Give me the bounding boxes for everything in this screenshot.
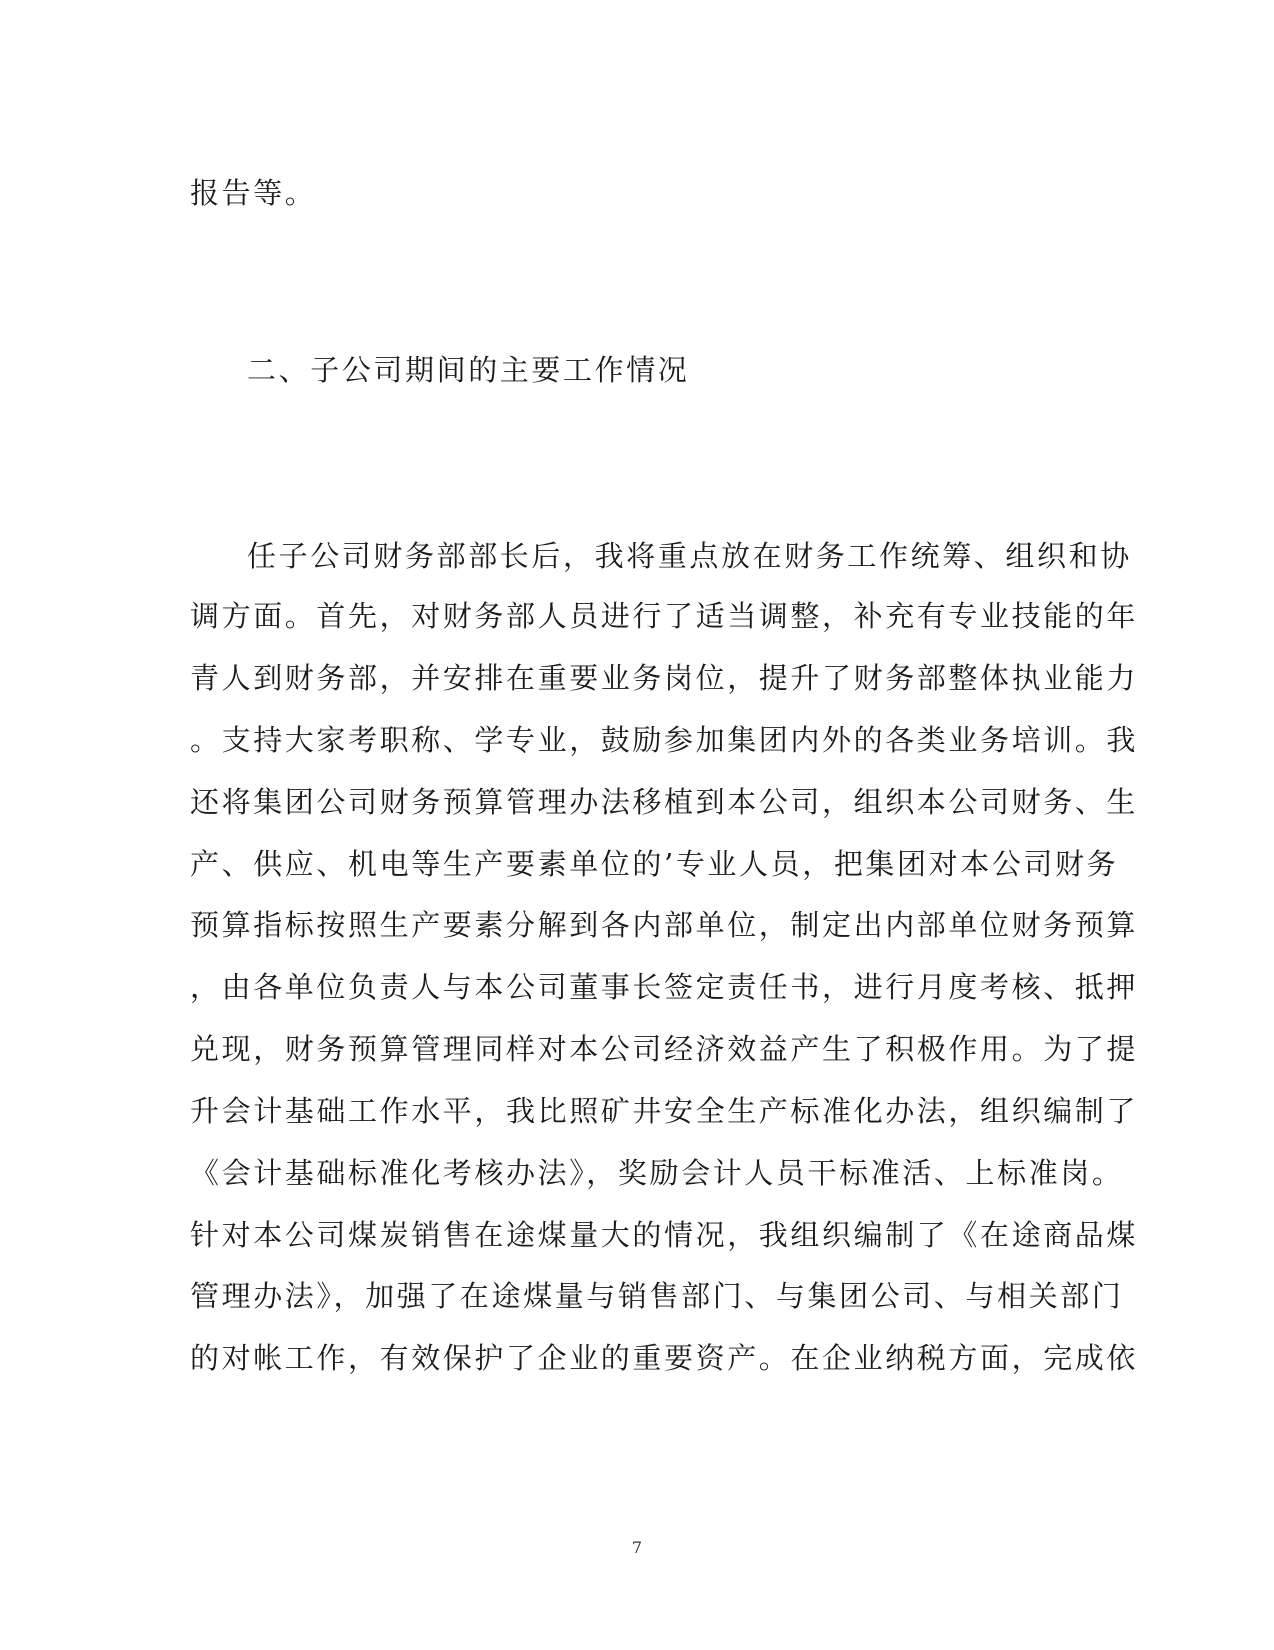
text-line: 管理办法》，加强了在途煤量与销售部门、与集团公司、与相关部门 <box>190 1279 1124 1313</box>
text-line: 《会计基础标准化考核办法》，奖励会计人员干标准活、上标准岗。 <box>190 1156 1124 1190</box>
section-heading: 二、子公司期间的主要工作情况 <box>247 353 690 387</box>
text-line: 调方面。首先，对财务部人员进行了适当调整，补充有专业技能的年 <box>190 599 1139 633</box>
text-line: 预算指标按照生产要素分解到各内部单位，制定出内部单位财务预算 <box>190 908 1139 942</box>
text-line: 产、供应、机电等生产要素单位的’专业人员，把集团对本公司财务 <box>190 847 1119 881</box>
text-line: 青人到财务部，并安排在重要业务岗位，提升了财务部整体执业能力 <box>190 661 1139 695</box>
text-line: 还将集团公司财务预算管理办法移植到本公司，组织本公司财务、生 <box>190 785 1139 819</box>
text-line: 任子公司财务部部长后，我将重点放在财务工作统筹、组织和协 <box>247 539 1132 573</box>
text-line: 的对帐工作，有效保护了企业的重要资产。在企业纳税方面，完成依 <box>190 1341 1139 1375</box>
text-line: 针对本公司煤炭销售在途煤量大的情况，我组织编制了《在途商品煤 <box>190 1218 1139 1252</box>
page-number: 7 <box>631 1538 643 1557</box>
text-line: 兑现，财务预算管理同样对本公司经济效益产生了积极作用。为了提 <box>190 1032 1139 1066</box>
text-line: 。支持大家考职称、学专业，鼓励参加集团内外的各类业务培训。我 <box>190 723 1139 757</box>
text-line: ，由各单位负责人与本公司董事长签定责任书，进行月度考核、抵押 <box>190 970 1139 1004</box>
text-line: 升会计基础工作水平，我比照矿井安全生产标准化办法，组织编制了 <box>190 1094 1139 1128</box>
text-line: 报告等。 <box>190 176 317 210</box>
